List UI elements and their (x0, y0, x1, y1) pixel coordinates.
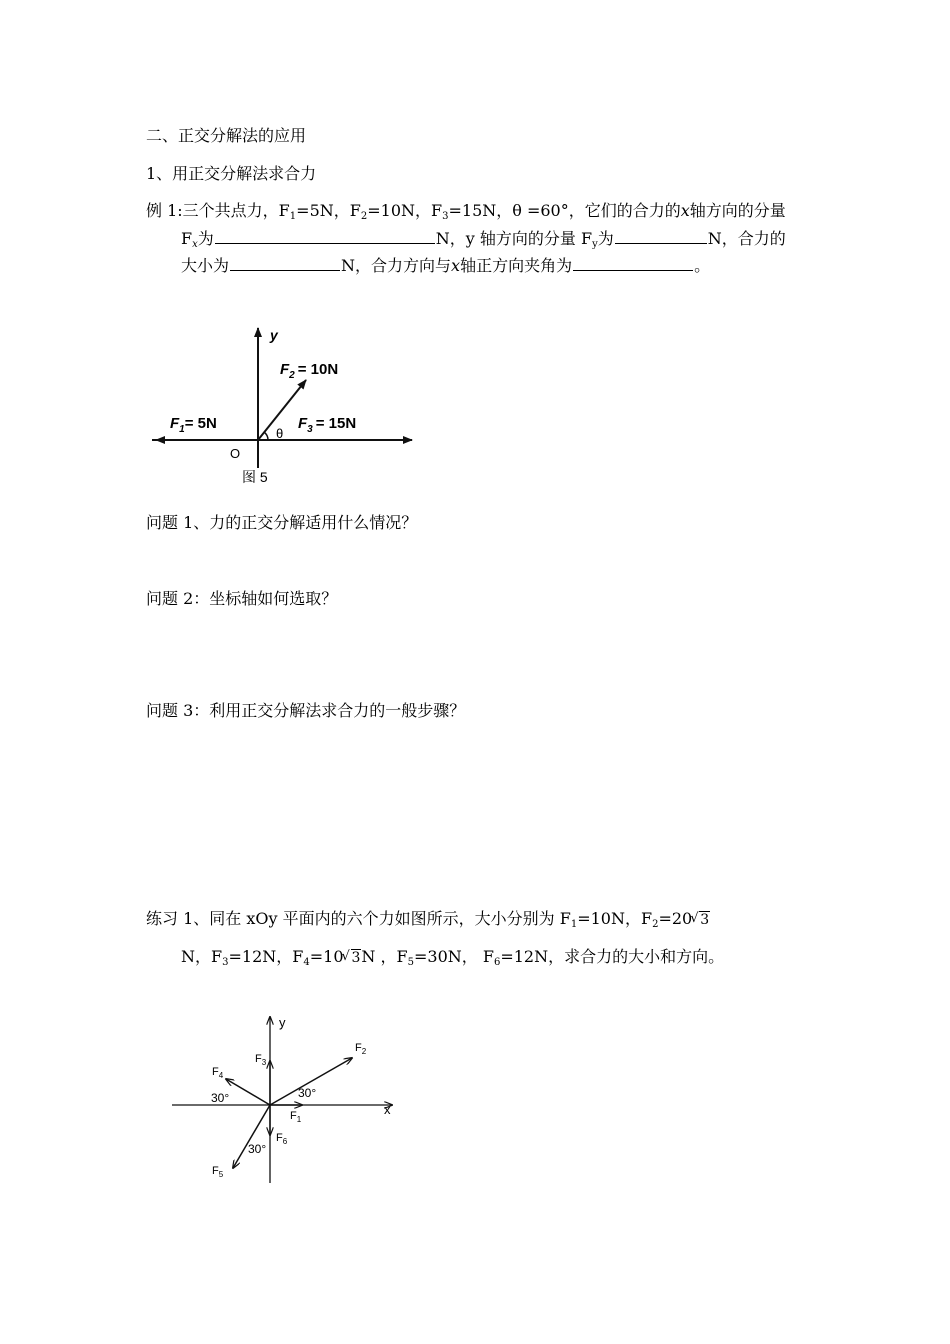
example-label: 例 1: (146, 201, 183, 220)
theta-arc (264, 432, 268, 440)
f5-arrow (233, 1105, 270, 1168)
y-label: y (279, 1015, 286, 1030)
six-force-diagram (160, 1005, 410, 1195)
f6-label: $F_6$ (276, 1132, 288, 1146)
section-title: 二、正交分解法的应用 (146, 126, 307, 145)
f1-label: $F_1= 5N$ (170, 415, 217, 435)
example-line-2: $F_x$为 N，y 轴方向的分量 $F_y$为 N，合力的 (181, 229, 786, 250)
fx-answer-blank[interactable] (215, 227, 435, 244)
f2-label: $F_2 = 10N$ (280, 361, 339, 381)
exercise-line-2: N，$F_3=12N$，$F_4=10√$ 3N ，$F_5=30N$， $F_6=12N$，求合力的大小和方向。 (181, 946, 724, 969)
example-line-1: 例 1:三个共点力，$F_1=5N$，$F_2=10N$，$F_3=15N$，θ =60°，它们的合力的x轴方向的分量 (146, 201, 786, 222)
f4-arrow (226, 1079, 270, 1105)
fy-answer-blank[interactable] (615, 227, 707, 244)
question-2: 问题 2：坐标轴如何选取？ (146, 589, 338, 608)
theta-label: θ (276, 426, 284, 441)
sqrt-symbol: √ 3 (344, 947, 362, 969)
origin-label: O (230, 446, 241, 461)
exercise-line-1: 练习 1、同在 xOy 平面内的六个力如图所示，大小分别为 $F_1=10N$，$F_2=20√$ 3 (146, 908, 710, 931)
resultant-angle-blank[interactable] (573, 254, 693, 271)
x-label: x (384, 1102, 391, 1117)
question-3: 问题 3：利用正交分解法求合力的一般步骤？ (146, 701, 466, 720)
example-line-3: 大小为 N，合力方向与x轴正方向夹角为 。 (181, 256, 711, 275)
angle-label-f4: 30° (211, 1091, 230, 1105)
y-axis-label: y (270, 327, 278, 343)
f5-label: $F_5$ (212, 1165, 224, 1179)
question-1: 问题 1、力的正交分解适用什么情况？ (146, 513, 418, 532)
resultant-magnitude-blank[interactable] (230, 254, 340, 271)
f4-label: $F_4$ (212, 1066, 224, 1080)
sub-section-title: 1、用正交分解法求合力 (146, 164, 317, 183)
sqrt-symbol: √ 3 (692, 909, 710, 931)
figure-caption: 图 5 (242, 469, 268, 485)
angle-label-f2: 30° (298, 1086, 317, 1100)
f2-label: $F_2$ (355, 1042, 367, 1056)
f3-label: $F_3$ (255, 1053, 267, 1067)
angle-label-f5: 30° (248, 1142, 267, 1156)
f1-label: $F_1$ (290, 1110, 302, 1124)
figure-5-force-diagram (140, 318, 440, 493)
f3-label: $F_3 = 15N$ (298, 415, 357, 435)
